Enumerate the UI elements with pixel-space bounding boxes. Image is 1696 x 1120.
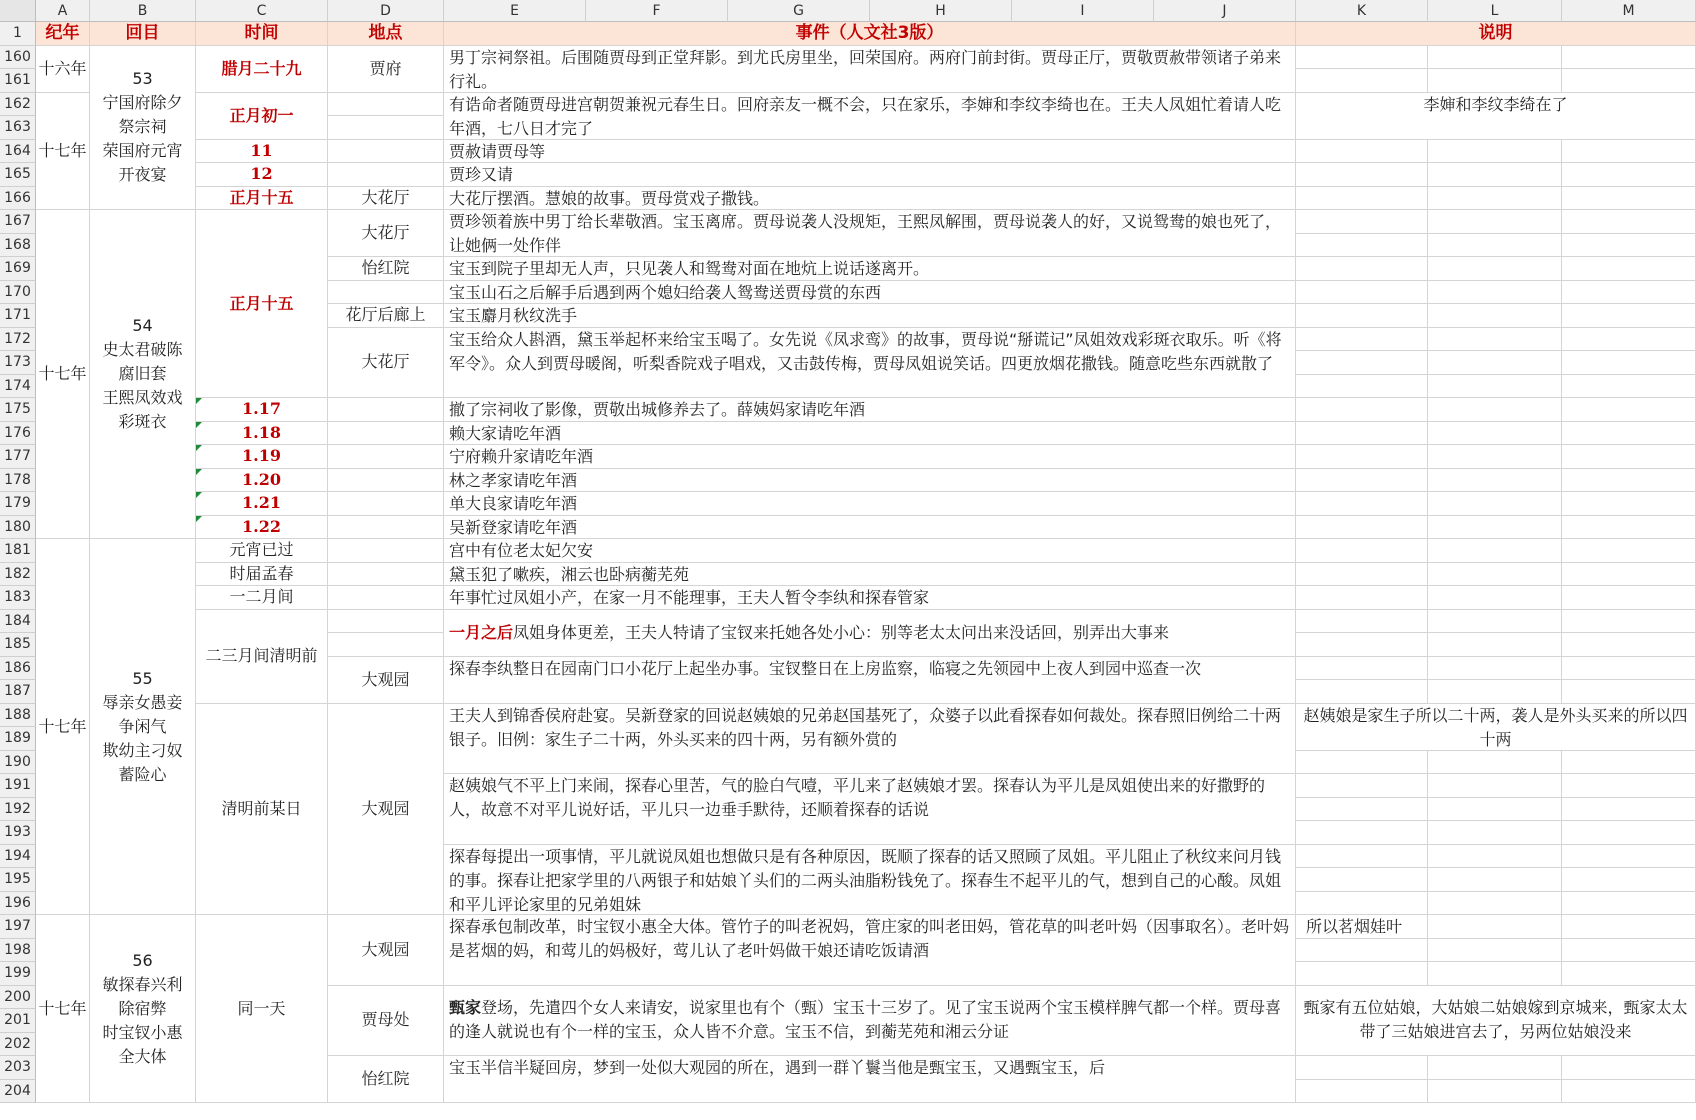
time-cell[interactable]: 清明前某日 [196,704,328,916]
event-cell[interactable]: 贾珍又请 [444,163,1296,187]
note-cell[interactable]: 甄家有五位姑娘，大姑娘二姑娘嫁到京城来，甄家太太带了三姑娘进宫去了，另两位姑娘没来 [1296,986,1696,1057]
chapter-number: 53 [132,69,153,89]
row-header-188[interactable]: 188 [0,704,36,728]
event-cell[interactable]: 宝玉半信半疑回房，梦到一处似大观园的所在，遇到一群丫鬟当他是甄宝玉，又遇甄宝玉，后 [444,1056,1296,1103]
empty-cell[interactable] [1562,422,1696,446]
empty-cell[interactable] [1428,351,1562,375]
row-header-167[interactable]: 167 [0,210,36,234]
empty-cell[interactable] [1562,845,1696,869]
column-header-i[interactable]: I [1012,0,1154,22]
event-cell[interactable]: 赵姨娘气不平上门来闹，探春心里苦，气的脸白气噎，平儿来了赵姨娘才罢。探春认为平儿是凤姐使出来的好撒野的人，故意不对平儿说好话，平儿只一边垂手默待，还顺着探春的话说 [444,774,1296,845]
chapter-title-line: 祭宗祠 [118,117,167,137]
row-header-166[interactable]: 166 [0,187,36,211]
event-cell[interactable]: 贾珍领着族中男丁给长辈敬酒。宝玉离席。贾母说袭人没规矩，王熙凤解围，贾母说袭人的好，又说鸳鸯的娘也死了，让她俩一处作伴 [444,210,1296,257]
empty-cell[interactable] [1562,633,1696,657]
chapter-cell[interactable] [90,539,196,915]
row-header-173[interactable]: 173 [0,351,36,375]
row-header-179[interactable]: 179 [0,492,36,516]
row-header-199[interactable]: 199 [0,962,36,986]
empty-cell[interactable] [1562,257,1696,281]
empty-cell[interactable] [1562,751,1696,775]
column-header-a[interactable]: A [36,0,90,22]
place-cell[interactable]: 大观园 [328,704,444,916]
empty-cell[interactable] [1428,680,1562,704]
chapter-title-line: 蓄险心 [118,764,167,784]
empty-cell[interactable] [1428,939,1562,963]
empty-cell[interactable] [1296,234,1428,258]
empty-cell[interactable] [1428,915,1562,939]
empty-cell[interactable] [1296,751,1428,775]
event-cell[interactable] [444,610,1296,657]
empty-cell[interactable] [1428,774,1562,798]
empty-cell[interactable] [1296,845,1428,869]
time-cell[interactable]: 正月十五 [196,187,328,211]
empty-cell[interactable] [1428,187,1562,211]
empty-cell[interactable] [1562,539,1696,563]
empty-cell[interactable] [1562,492,1696,516]
event-cell[interactable]: 贾赦请贾母等 [444,140,1296,164]
row-header-203[interactable]: 203 [0,1056,36,1080]
empty-cell[interactable] [1428,539,1562,563]
empty-cell[interactable] [1296,586,1428,610]
empty-cell[interactable] [1296,69,1428,93]
chapter-cell[interactable] [90,210,196,539]
header-chapter[interactable]: 回目 [90,22,196,46]
empty-cell[interactable] [1296,398,1428,422]
event-cell[interactable]: 男丁宗祠祭祖。后围随贾母到正堂拜影。到尤氏房里坐，回荣国府。两府门前封街。贾母正厅，贾敬贾赦带领诸子弟来行礼。 [444,46,1296,93]
event-cell[interactable]: 宝玉麝月秋纹洗手 [444,304,1296,328]
event-cell[interactable]: 宝玉到院子里却无人声，只见袭人和鸳鸯对面在地炕上说话遂离开。 [444,257,1296,281]
place-cell[interactable] [328,93,444,117]
empty-cell[interactable] [1296,563,1428,587]
column-header-k[interactable]: K [1296,0,1428,22]
empty-cell[interactable] [1296,304,1428,328]
event-cell[interactable]: 有诰命者随贾母进宫朝贺兼祝元春生日。回府亲友一概不会，只在家乐，李婶和李纹李绮也在。王夫人凤姐忙着请人吃年酒，七八日才完了 [444,93,1296,140]
row-header-187[interactable]: 187 [0,680,36,704]
event-cell[interactable]: 单大良家请吃年酒 [444,492,1296,516]
empty-cell[interactable] [1562,140,1696,164]
empty-cell[interactable] [1428,586,1562,610]
row-header-190[interactable]: 190 [0,751,36,775]
empty-cell[interactable] [1562,1080,1696,1104]
place-cell[interactable] [328,563,444,587]
chapter-text [102,314,182,434]
place-cell[interactable] [328,140,444,164]
event-bold-text: 甄家 [449,997,482,1017]
chapter-title-line: 辱亲女愚妾 [102,692,183,712]
chapter-cell[interactable] [90,46,196,211]
empty-cell[interactable] [1428,868,1562,892]
empty-cell[interactable] [1562,281,1696,305]
row-header-169[interactable]: 169 [0,257,36,281]
empty-cell[interactable] [1562,774,1696,798]
event-cell[interactable]: 宝玉给众人斟酒，黛玉举起杯来给宝玉喝了。女先说《凤求鸾》的故事，贾母说“掰谎记”凤姐效戏彩斑衣取乐。听《将军令》。众人到贾母暖阁，听梨香院戏子唱戏，又击鼓传梅，贾母凤姐说笑话。四更放烟花撒钱。随意吃些东西就散了 [444,328,1296,399]
place-cell[interactable] [328,398,444,422]
row-header-162[interactable]: 162 [0,93,36,117]
place-cell[interactable] [328,492,444,516]
time-cell[interactable]: 元宵已过 [196,539,328,563]
empty-cell[interactable] [1562,939,1696,963]
empty-cell[interactable] [1296,492,1428,516]
empty-cell[interactable] [1296,610,1428,634]
empty-cell[interactable] [1562,657,1696,681]
time-cell[interactable]: 1.17 [196,398,328,422]
empty-cell[interactable] [1562,328,1696,352]
empty-cell[interactable] [1296,210,1428,234]
empty-cell[interactable] [1428,46,1562,70]
chapter-title-line: 腐旧套 [118,364,167,383]
row-header-161[interactable]: 161 [0,69,36,93]
place-cell[interactable] [328,116,444,140]
place-cell[interactable] [328,469,444,493]
row-header-184[interactable]: 184 [0,610,36,634]
row-header-175[interactable]: 175 [0,398,36,422]
empty-cell[interactable] [1428,234,1562,258]
place-cell[interactable]: 大花厅 [328,210,444,257]
empty-cell[interactable] [1296,328,1428,352]
row-header-193[interactable]: 193 [0,821,36,845]
chapter-number: 55 [132,668,153,688]
empty-cell[interactable] [1296,281,1428,305]
empty-cell[interactable] [1428,69,1562,93]
place-cell[interactable] [328,610,444,634]
empty-cell[interactable] [1562,516,1696,540]
chapter-title-line: 时宝钗小惠 [102,1022,183,1042]
time-cell[interactable]: 12 [196,163,328,187]
empty-cell[interactable] [1428,257,1562,281]
event-cell[interactable] [444,986,1296,1057]
empty-cell[interactable] [1562,375,1696,399]
place-cell[interactable] [328,586,444,610]
empty-cell[interactable] [1296,821,1428,845]
event-cell[interactable]: 吴新登家请吃年酒 [444,516,1296,540]
header-event[interactable]: 事件（人文社3版） [444,22,1296,46]
column-header-g[interactable]: G [728,0,870,22]
event-cell[interactable]: 林之孝家请吃年酒 [444,469,1296,493]
empty-cell[interactable] [1562,46,1696,70]
cell-comment-indicator-icon [196,422,202,428]
time-cell[interactable]: 1.21 [196,492,328,516]
empty-cell[interactable] [1428,1056,1562,1080]
column-header-d[interactable]: D [328,0,444,22]
event-cell[interactable]: 黛玉犯了嗽疾，湘云也卧病蘅芜苑 [444,563,1296,587]
event-cell[interactable]: 探春每提出一项事情，平儿就说凤姐也想做只是有各种原因，既顺了探春的话又照顾了凤姐。平儿阻止了秋纹来问月钱的事。探春让把家学里的八两银子和姑娘丫头们的二两头油脂粉钱免了。探春生不起平儿的气，想到自己的心酸。凤姐和平儿评论家里的兄弟姐妹 [444,845,1296,916]
empty-cell[interactable] [1296,375,1428,399]
empty-cell[interactable] [1296,892,1428,916]
row-header-181[interactable]: 181 [0,539,36,563]
place-cell[interactable] [328,445,444,469]
chapter-title-line: 彩斑衣 [118,412,167,431]
row-header-172[interactable]: 172 [0,328,36,352]
cell-comment-indicator-icon [196,469,202,475]
cell-comment-indicator-icon [196,445,202,451]
row-header-180[interactable]: 180 [0,516,36,540]
empty-cell[interactable] [1428,375,1562,399]
place-cell[interactable]: 大观园 [328,915,444,986]
row-header-168[interactable]: 168 [0,234,36,258]
column-header-l[interactable]: L [1428,0,1562,22]
row-header-164[interactable]: 164 [0,140,36,164]
cell-comment-indicator-icon [196,398,202,404]
row-header-171[interactable]: 171 [0,304,36,328]
place-cell[interactable] [328,281,444,305]
empty-cell[interactable] [1428,563,1562,587]
event-cell[interactable]: 探春承包制改革，时宝钗小惠全大体。管竹子的叫老祝妈，管庄家的叫老田妈，管花草的叫老叶妈（因事取名）。老叶妈是茗烟的妈，和莺儿的妈极好，莺儿认了老叶妈做干娘还请吃饭请酒 [444,915,1296,986]
event-cell[interactable]: 王夫人到锦香侯府赴宴。吴新登家的回说赵姨娘的兄弟赵国基死了，众婆子以此看探春如何裁处。探春照旧例给二十两银子。旧例：家生子二十两，外头买来的四十两，另有额外赏的 [444,704,1296,775]
row-header-195[interactable]: 195 [0,868,36,892]
era-cell[interactable]: 十七年 [36,539,90,915]
event-cell[interactable]: 年事忙过凤姐小产，在家一月不能理事，王夫人暂令李纨和探春管家 [444,586,1296,610]
row-header-204[interactable]: 204 [0,1080,36,1104]
note-cell[interactable]: 所以茗烟娃叶 [1296,915,1428,939]
time-cell[interactable]: 一二月间 [196,586,328,610]
chapter-title-line: 王熙凤效戏 [102,388,183,407]
row-header-165[interactable]: 165 [0,163,36,187]
time-cell[interactable]: 二三月间清明前 [196,610,328,704]
empty-cell[interactable] [1296,1080,1428,1104]
row-header-196[interactable]: 196 [0,892,36,916]
time-cell[interactable]: 时届孟春 [196,563,328,587]
row-header-160[interactable]: 160 [0,46,36,70]
row-header-174[interactable]: 174 [0,375,36,399]
column-header-j[interactable]: J [1154,0,1296,22]
era-cell[interactable]: 十七年 [36,915,90,1103]
empty-cell[interactable] [1562,351,1696,375]
row-header-200[interactable]: 200 [0,986,36,1010]
row-header-163[interactable]: 163 [0,116,36,140]
column-header-h[interactable]: H [870,0,1012,22]
empty-cell[interactable] [1296,657,1428,681]
empty-cell[interactable] [1428,422,1562,446]
empty-cell[interactable] [1562,445,1696,469]
event-highlight-text: 一月之后 [449,622,514,642]
empty-cell[interactable] [1428,821,1562,845]
empty-cell[interactable] [1428,845,1562,869]
event-cell[interactable]: 宫中有位老太妃欠安 [444,539,1296,563]
chapter-cell[interactable] [90,915,196,1103]
row-header-185[interactable]: 185 [0,633,36,657]
empty-cell[interactable] [1562,868,1696,892]
event-cell[interactable]: 赖大家请吃年酒 [444,422,1296,446]
row-header-198[interactable]: 198 [0,939,36,963]
column-header-c[interactable]: C [196,0,328,22]
empty-cell[interactable] [1562,821,1696,845]
place-cell[interactable]: 怡红院 [328,1056,444,1103]
event-text: 登场，先遣四个女人来请安，说家里也有个（甄）宝玉十三岁了。见了宝玉说两个宝玉模样脾气都一个样。贾母喜的逢人就说也有个一样的宝玉，众人皆不介意。宝玉不信，到蘅芜苑和湘云分证 [449,997,1282,1041]
era-cell[interactable]: 十六年 [36,46,90,93]
row-header-1[interactable]: 1 [0,22,36,46]
empty-cell[interactable] [1562,1056,1696,1080]
era-cell[interactable]: 十七年 [36,93,90,211]
chapter-number: 54 [132,316,153,335]
header-time[interactable]: 时间 [196,22,328,46]
chapter-title-line: 争闲气 [118,716,167,736]
row-header-191[interactable]: 191 [0,774,36,798]
empty-cell[interactable] [1296,633,1428,657]
empty-cell[interactable] [1562,234,1696,258]
empty-cell[interactable] [1296,1056,1428,1080]
empty-cell[interactable] [1562,586,1696,610]
event-cell[interactable]: 探春李纨整日在园南门口小花厅上起坐办事。宝钗整日在上房监察，临寝之先领园中上夜人到园中巡查一次 [444,657,1296,704]
empty-cell[interactable] [1428,469,1562,493]
empty-cell[interactable] [1428,1080,1562,1104]
empty-cell[interactable] [1428,751,1562,775]
empty-cell[interactable] [1428,398,1562,422]
time-cell[interactable]: 1.18 [196,422,328,446]
row-header-201[interactable]: 201 [0,1009,36,1033]
chapter-title-line: 荣国府元宵 [102,141,183,161]
place-cell[interactable]: 大观园 [328,657,444,704]
row-header-177[interactable]: 177 [0,445,36,469]
column-header-e[interactable]: E [444,0,586,22]
empty-cell[interactable] [1428,657,1562,681]
time-cell[interactable]: 正月十五 [196,210,328,398]
row-header-194[interactable]: 194 [0,845,36,869]
empty-cell[interactable] [1296,962,1428,986]
place-cell[interactable] [328,516,444,540]
empty-cell[interactable] [1296,187,1428,211]
empty-cell[interactable] [1296,257,1428,281]
place-cell[interactable]: 大花厅 [328,187,444,211]
row-header-182[interactable]: 182 [0,563,36,587]
empty-cell[interactable] [1296,516,1428,540]
row-header-202[interactable]: 202 [0,1033,36,1057]
time-cell[interactable]: 同一天 [196,915,328,1103]
note-cell[interactable]: 李婶和李纹李绮在了 [1296,93,1696,140]
event-cell[interactable]: 大花厅摆酒。慧娘的故事。贾母赏戏子撒钱。 [444,187,1296,211]
empty-cell[interactable] [1562,469,1696,493]
row-header-186[interactable]: 186 [0,657,36,681]
event-cell[interactable]: 宝玉山石之后解手后遇到两个媳妇给袭人鸳鸯送贾母赏的东西 [444,281,1296,305]
empty-cell[interactable] [1562,610,1696,634]
empty-cell[interactable] [1296,939,1428,963]
row-header-189[interactable]: 189 [0,727,36,751]
place-cell[interactable]: 贾府 [328,46,444,93]
chapter-title-line: 开夜宴 [118,165,167,185]
chapter-text [102,949,182,1069]
row-header-192[interactable]: 192 [0,798,36,822]
empty-cell[interactable] [1562,798,1696,822]
empty-cell[interactable] [1562,187,1696,211]
empty-cell[interactable] [1296,46,1428,70]
empty-cell[interactable] [1562,304,1696,328]
time-cell[interactable]: 1.19 [196,445,328,469]
empty-cell[interactable] [1296,422,1428,446]
empty-cell[interactable] [1296,774,1428,798]
place-cell[interactable] [328,539,444,563]
empty-cell[interactable] [1296,140,1428,164]
chapter-title-line: 欺幼主刁奴 [102,740,183,760]
place-cell[interactable] [328,422,444,446]
time-cell[interactable]: 腊月二十九 [196,46,328,93]
place-cell[interactable] [328,163,444,187]
place-cell[interactable]: 花厅后廊上 [328,304,444,328]
time-cell[interactable]: 1.20 [196,469,328,493]
empty-cell[interactable] [1428,304,1562,328]
empty-cell[interactable] [1428,892,1562,916]
row-header-178[interactable]: 178 [0,469,36,493]
event-cell[interactable]: 宁府赖升家请吃年酒 [444,445,1296,469]
empty-cell[interactable] [1428,492,1562,516]
empty-cell[interactable] [1296,680,1428,704]
empty-cell[interactable] [1562,892,1696,916]
chapter-title-line: 宁国府除夕 [102,93,183,113]
time-cell[interactable]: 正月初一 [196,93,328,140]
place-cell[interactable]: 贾母处 [328,986,444,1057]
empty-cell[interactable] [1296,469,1428,493]
era-cell[interactable]: 十七年 [36,210,90,539]
empty-cell[interactable] [1562,915,1696,939]
place-cell[interactable]: 怡红院 [328,257,444,281]
empty-cell[interactable] [1296,445,1428,469]
note-cell[interactable]: 赵姨娘是家生子所以二十两，袭人是外头买来的所以四十两 [1296,704,1696,751]
row-header-197[interactable]: 197 [0,915,36,939]
header-place[interactable]: 地点 [328,22,444,46]
empty-cell[interactable] [1428,798,1562,822]
empty-cell[interactable] [1296,868,1428,892]
header-era[interactable]: 纪年 [36,22,90,46]
chapter-text [102,667,182,787]
empty-cell[interactable] [1428,140,1562,164]
empty-cell[interactable] [1428,445,1562,469]
column-header-f[interactable]: F [586,0,728,22]
header-note[interactable]: 说明 [1296,22,1696,46]
empty-cell[interactable] [1428,281,1562,305]
row-header-183[interactable]: 183 [0,586,36,610]
empty-cell[interactable] [1428,633,1562,657]
chapter-title-line: 除宿弊 [118,998,167,1018]
empty-cell[interactable] [1428,163,1562,187]
empty-cell[interactable] [1296,798,1428,822]
empty-cell[interactable] [1428,610,1562,634]
time-cell[interactable]: 1.22 [196,516,328,540]
empty-cell[interactable] [1428,328,1562,352]
place-cell[interactable]: 大花厅 [328,328,444,399]
empty-cell[interactable] [1296,539,1428,563]
empty-cell[interactable] [1428,962,1562,986]
cell-comment-indicator-icon [196,516,202,522]
chapter-title-line: 全大体 [118,1046,167,1066]
column-header-b[interactable]: B [90,0,196,22]
row-header-176[interactable]: 176 [0,422,36,446]
place-cell[interactable] [328,633,444,657]
chapter-number: 56 [132,950,153,970]
chapter-title-line: 敏探春兴利 [102,974,183,994]
empty-cell[interactable] [1562,398,1696,422]
empty-cell[interactable] [1562,210,1696,234]
column-header-m[interactable]: M [1562,0,1696,22]
event-cell[interactable]: 撤了宗祠收了影像，贾敬出城修养去了。薛姨妈家请吃年酒 [444,398,1296,422]
empty-cell[interactable] [1562,563,1696,587]
event-text: 凤姐身体更差，王夫人特请了宝钗来托她各处小心：别等老太太问出来没话回，别弄出大事来 [513,622,1170,642]
empty-cell[interactable] [1562,69,1696,93]
empty-cell[interactable] [1562,680,1696,704]
cell-comment-indicator-icon [196,492,202,498]
chapter-title-line: 史太君破陈 [102,340,183,359]
row-header-170[interactable]: 170 [0,281,36,305]
time-cell[interactable]: 11 [196,140,328,164]
chapter-text [102,67,182,187]
empty-cell[interactable] [1296,163,1428,187]
empty-cell[interactable] [1296,351,1428,375]
empty-cell[interactable] [1428,516,1562,540]
empty-cell[interactable] [1562,962,1696,986]
empty-cell[interactable] [1562,163,1696,187]
empty-cell[interactable] [1428,210,1562,234]
select-all-corner[interactable] [0,0,36,22]
